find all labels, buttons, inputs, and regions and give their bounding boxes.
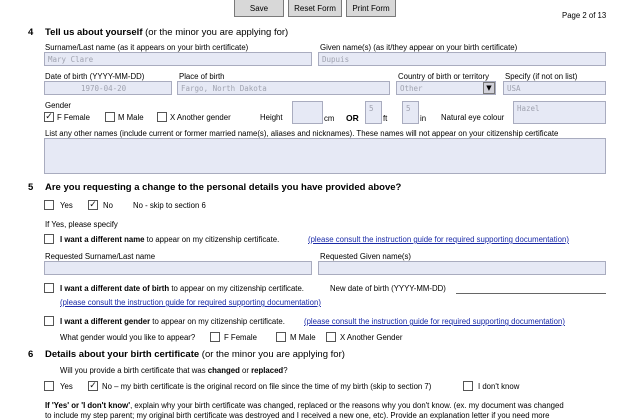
different-gender-checkbox[interactable] (44, 316, 54, 326)
section-5-title: Are you requesting a change to the personal details you have provided above? (45, 182, 402, 193)
print-form-button[interactable]: Print Form (346, 0, 396, 17)
different-gender-label: I want a different gender to appear on my citizenship certificate. (60, 317, 285, 326)
new-gender-other-checkbox[interactable] (326, 332, 336, 342)
other-names-field[interactable] (44, 138, 606, 174)
new-dob-label: New date of birth (YYYY-MM-DD) (330, 284, 446, 293)
height-ft-field[interactable]: 5 (365, 101, 382, 124)
given-name-field[interactable]: Dupuis (318, 52, 606, 66)
pob-label: Place of birth (179, 72, 225, 81)
birth-cert-no-label: No – my birth certificate is the original record on file since the time of my birth (skip to section 7) (102, 382, 432, 391)
dob-field[interactable]: 1970-04-20 (44, 81, 172, 95)
country-select[interactable]: Other (396, 81, 496, 95)
section-6-title: Details about your birth certificate (or the minor you are applying for) (45, 349, 345, 360)
gender-male-checkbox[interactable] (105, 112, 115, 122)
birth-cert-dont-know-label: I don't know (478, 382, 520, 391)
or-label: OR (346, 113, 359, 123)
explain-line-1: If 'Yes' or 'I don't know', explain why your birth certificate was changed, replaced or the reasons why you don't know. (ex. my document was changed (45, 401, 564, 410)
which-gender-label: What gender would you like to appear? (60, 333, 196, 342)
section-5-number: 5 (28, 182, 34, 193)
gender-female-label: F Female (57, 113, 90, 122)
chevron-down-icon[interactable]: ▼ (483, 82, 495, 94)
surname-field[interactable]: Mary Clare (44, 52, 312, 66)
birth-cert-dont-know-checkbox[interactable] (463, 381, 473, 391)
change-no-note: No - skip to section 6 (133, 201, 206, 210)
new-gender-female-checkbox[interactable] (210, 332, 220, 342)
reset-form-button[interactable]: Reset Form (288, 0, 342, 17)
change-no-checkbox[interactable]: ✓ (89, 200, 97, 210)
new-gender-male-checkbox[interactable] (276, 332, 286, 342)
birth-cert-yes-label: Yes (60, 382, 73, 391)
new-gender-male-label: M Male (290, 333, 316, 342)
different-dob-label: I want a different date of birth to appear on my citizenship certificate. (60, 284, 304, 293)
country-label: Country of birth or territory (398, 72, 489, 81)
requested-given-label: Requested Given name(s) (320, 252, 412, 261)
gender-male-label: M Male (118, 113, 144, 122)
dob-label: Date of birth (YYYY-MM-DD) (45, 72, 145, 81)
gender-other-checkbox[interactable] (157, 112, 167, 122)
cm-label: cm (324, 114, 335, 123)
in-label: in (420, 114, 427, 123)
eye-colour-field[interactable]: Hazel (513, 101, 606, 124)
section-4-number: 4 (28, 27, 34, 38)
explain-line-2: to include my step parent; my original birth certificate was destroyed and I received a new one, etc). Provide an explanation letter if you need more (45, 411, 550, 420)
guide-link-name[interactable]: (please consult the instruction guide for required supporting documentation) (308, 235, 569, 244)
surname-label: Surname/Last name (as it appears on your birth certificate) (45, 43, 249, 52)
gender-label: Gender (45, 101, 72, 110)
requested-given-field[interactable] (318, 261, 606, 275)
gender-female-checkbox[interactable]: ✓ (45, 112, 53, 122)
new-gender-other-label: X Another Gender (340, 333, 403, 342)
height-cm-field[interactable] (292, 101, 323, 124)
pob-field[interactable]: Fargo, North Dakota (177, 81, 390, 95)
new-gender-female-label: F Female (224, 333, 257, 342)
specify-field[interactable]: USA (503, 81, 606, 95)
birth-cert-no-checkbox[interactable]: ✓ (89, 381, 97, 391)
requested-surname-label: Requested Surname/Last name (45, 252, 156, 261)
gender-other-label: X Another gender (170, 113, 231, 122)
different-dob-checkbox[interactable] (44, 283, 54, 293)
section-6-number: 6 (28, 349, 34, 360)
different-name-checkbox[interactable] (44, 234, 54, 244)
new-dob-line[interactable] (456, 293, 606, 294)
change-no-label: No (103, 201, 113, 210)
save-button[interactable]: Save (234, 0, 284, 17)
given-name-label: Given name(s) (as it/they appear on your birth certificate) (320, 43, 518, 52)
change-yes-checkbox[interactable] (44, 200, 54, 210)
section-4-title: Tell us about yourself (or the minor you are applying for) (45, 27, 289, 38)
ft-label: ft (383, 114, 388, 123)
birth-cert-yes-checkbox[interactable] (44, 381, 54, 391)
if-yes-label: If Yes, please specify (45, 220, 118, 229)
eye-colour-label: Natural eye colour (441, 113, 505, 122)
change-yes-label: Yes (60, 201, 73, 210)
other-names-label: List any other names (include current or former married name(s), aliases and nicknames). These names will not appear on your citizenship certificate (45, 129, 559, 138)
height-label: Height (260, 113, 283, 122)
birth-cert-question: Will you provide a birth certificate that was changed or replaced? (60, 366, 288, 375)
height-in-field[interactable]: 5 (402, 101, 419, 124)
specify-label: Specify (if not on list) (505, 72, 578, 81)
requested-surname-field[interactable] (44, 261, 312, 275)
page-number: Page 2 of 13 (562, 11, 607, 20)
guide-link-gender[interactable]: (please consult the instruction guide for required supporting documentation) (304, 317, 565, 326)
different-name-label: I want a different name to appear on my citizenship certificate. (60, 235, 280, 244)
guide-link-dob[interactable]: (please consult the instruction guide for required supporting documentation) (60, 298, 321, 307)
